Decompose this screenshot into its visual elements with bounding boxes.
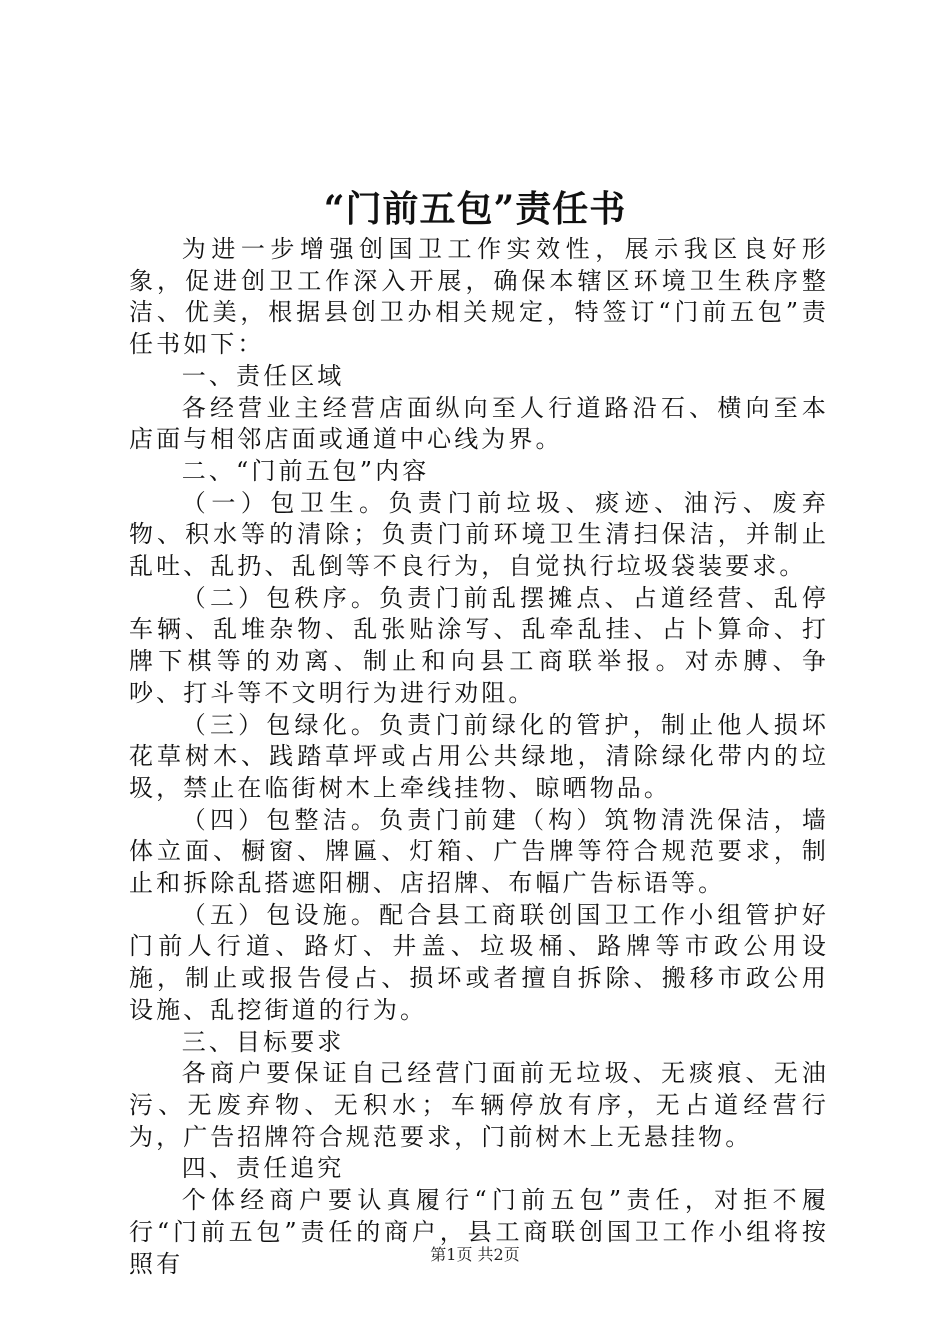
item-greening-paragraph: （三）包绿化。负责门前绿化的管护，制止他人损坏花草树木、践踏草坪或占用公共绿地，清除绿化带内的垃圾，禁止在临街树木上牵线挂物、晾晒物品。 — [129, 710, 829, 802]
intro-paragraph: 为进一步增强创国卫工作实效性，展示我区良好形象，促进创卫工作深入开展，确保本辖区环境卫生秩序整洁、优美，根据县创卫办相关规定，特签订“门前五包”责任书如下： — [129, 235, 829, 359]
accountability-paragraph: 个体经商户要认真履行“门前五包”责任，对拒不履行“门前五包”责任的商户，县工商联创国卫工作小组将按照有 — [129, 1186, 829, 1278]
page-footer: 第1页 共2页 — [430, 1245, 520, 1264]
document-body — [129, 234, 829, 1280]
document-title: “门前五包”责任书 — [323, 188, 627, 230]
section-heading-area: 一、责任区域 — [181, 361, 345, 390]
goals-paragraph: 各商户要保证自己经营门面前无垃圾、无痰痕、无油污、无废弃物、无积水；车辆停放有序，无占道经营行为，广告招牌符合规范要求，门前树木上无悬挂物。 — [129, 1059, 829, 1151]
item-order-paragraph: （二）包秩序。负责门前乱摆摊点、占道经营、乱停车辆、乱堆杂物、乱张贴涂写、乱牵乱挂、占卜算命、打牌下棋等的劝离、制止和向县工商联举报。对赤膊、争吵、打斗等不文明行为进行劝阻。 — [129, 583, 829, 707]
item-tidiness-paragraph: （四）包整洁。负责门前建（构）筑物清洗保洁，墙体立面、橱窗、牌匾、灯箱、广告牌等符合规范要求，制止和拆除乱搭遮阳棚、店招牌、布幅广告标语等。 — [129, 805, 829, 898]
area-paragraph: 各经营业主经营店面纵向至人行道路沿石、横向至本店面与相邻店面或通道中心线为界。 — [129, 393, 829, 454]
section-heading-accountability: 四、责任追究 — [181, 1154, 345, 1183]
section-heading-goals: 三、目标要求 — [181, 1027, 345, 1056]
section-heading-content: 二、“门前五包”内容 — [181, 456, 430, 485]
item-hygiene-paragraph: （一）包卫生。负责门前垃圾、痰迹、油污、废弃物、积水等的清除；负责门前环境卫生清扫保洁，并制止乱吐、乱扔、乱倒等不良行为，自觉执行垃圾袋装要求。 — [129, 488, 829, 581]
item-facilities-paragraph: （五）包设施。配合县工商联创国卫工作小组管护好门前人行道、路灯、井盖、垃圾桶、路牌等市政公用设施，制止或报告侵占、损坏或者擅自拆除、搬移市政公用设施、乱挖街道的行为。 — [129, 900, 829, 1024]
